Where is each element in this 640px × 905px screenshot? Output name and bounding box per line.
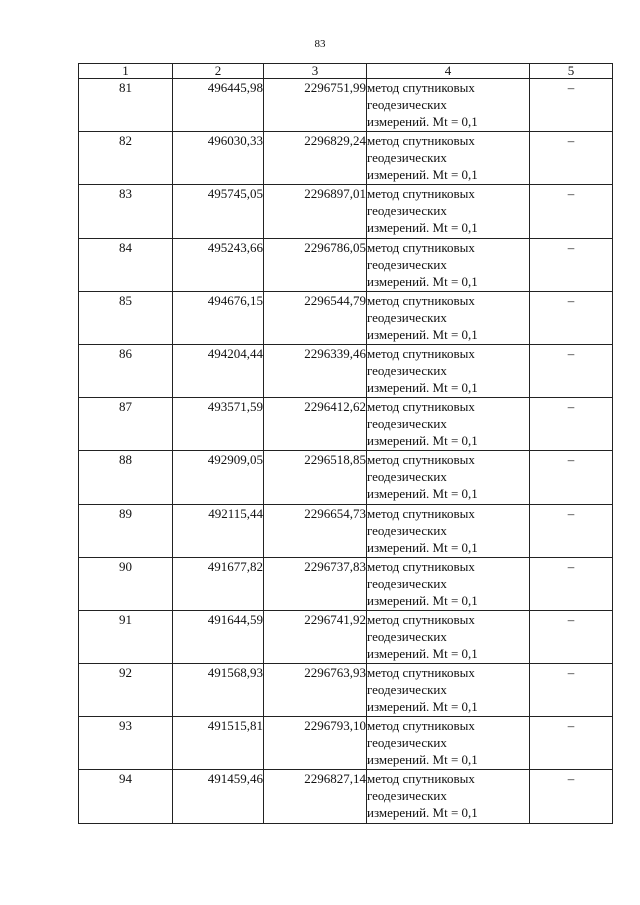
y-coordinate-cell: 2296654,73 bbox=[264, 504, 367, 557]
method-line: метод спутниковых bbox=[367, 665, 475, 681]
x-coordinate-cell: 494676,15 bbox=[173, 291, 264, 344]
method-cell bbox=[367, 557, 530, 610]
method-line: метод спутниковых bbox=[367, 345, 475, 361]
col5-cell: – bbox=[530, 451, 613, 504]
method-line: метод спутниковых bbox=[367, 186, 475, 202]
method-line: измерений. Mt = 0,1 bbox=[367, 326, 478, 342]
header-col-5: 5 bbox=[530, 64, 613, 79]
method-line: геодезических bbox=[367, 682, 447, 698]
method-line: измерений. Mt = 0,1 bbox=[367, 114, 478, 129]
method-line: измерений. Mt = 0,1 bbox=[367, 592, 478, 608]
header-row bbox=[79, 64, 613, 79]
col5-cell: – bbox=[530, 344, 613, 397]
point-number-cell: 88 bbox=[79, 451, 173, 504]
method-line: геодезических bbox=[367, 788, 447, 804]
table-row bbox=[79, 717, 613, 770]
method-line: геодезических bbox=[367, 522, 447, 538]
point-number-cell: 83 bbox=[79, 185, 173, 238]
y-coordinate-cell: 2296786,05 bbox=[264, 238, 367, 291]
point-number-cell: 89 bbox=[79, 504, 173, 557]
point-number-cell: 90 bbox=[79, 557, 173, 610]
table-row bbox=[79, 238, 613, 291]
col5-cell: – bbox=[530, 717, 613, 770]
method-line: измерений. Mt = 0,1 bbox=[367, 645, 478, 661]
table-row bbox=[79, 610, 613, 663]
table-row bbox=[79, 398, 613, 451]
x-coordinate-cell: 493571,59 bbox=[173, 398, 264, 451]
method-cell bbox=[367, 398, 530, 451]
x-coordinate-cell: 496030,33 bbox=[173, 132, 264, 185]
method-line: метод спутниковых bbox=[367, 239, 475, 255]
method-line: измерений. Mt = 0,1 bbox=[367, 752, 478, 768]
method-cell bbox=[367, 79, 530, 132]
y-coordinate-cell: 2296897,01 bbox=[264, 185, 367, 238]
col5-cell: – bbox=[530, 610, 613, 663]
col5-cell: – bbox=[530, 557, 613, 610]
x-coordinate-cell: 494204,44 bbox=[173, 344, 264, 397]
method-line: геодезических bbox=[367, 203, 447, 219]
method-line: измерений. Mt = 0,1 bbox=[367, 486, 478, 502]
method-line: метод спутниковых bbox=[367, 771, 475, 787]
method-line: измерений. Mt = 0,1 bbox=[367, 539, 478, 555]
point-number-cell: 92 bbox=[79, 664, 173, 717]
method-line: измерений. Mt = 0,1 bbox=[367, 220, 478, 236]
col5-cell: – bbox=[530, 238, 613, 291]
method-cell bbox=[367, 504, 530, 557]
point-number-cell: 82 bbox=[79, 132, 173, 185]
y-coordinate-cell: 2296741,92 bbox=[264, 610, 367, 663]
method-line: метод спутниковых bbox=[367, 399, 475, 415]
y-coordinate-cell: 2296827,14 bbox=[264, 770, 367, 823]
method-line: измерений. Mt = 0,1 bbox=[367, 273, 478, 289]
method-line: метод спутниковых bbox=[367, 292, 475, 308]
point-number-cell: 91 bbox=[79, 610, 173, 663]
method-line: метод спутниковых bbox=[367, 80, 475, 95]
method-cell bbox=[367, 717, 530, 770]
x-coordinate-cell: 491568,93 bbox=[173, 664, 264, 717]
point-number-cell: 85 bbox=[79, 291, 173, 344]
method-line: геодезических bbox=[367, 150, 447, 166]
method-cell bbox=[367, 291, 530, 344]
method-line: измерений. Mt = 0,1 bbox=[367, 699, 478, 715]
method-cell bbox=[367, 344, 530, 397]
method-cell bbox=[367, 451, 530, 504]
method-line: метод спутниковых bbox=[367, 718, 475, 734]
method-line: метод спутниковых bbox=[367, 505, 475, 521]
method-line: измерений. Mt = 0,1 bbox=[367, 433, 478, 449]
y-coordinate-cell: 2296544,79 bbox=[264, 291, 367, 344]
table-row bbox=[79, 664, 613, 717]
table-row bbox=[79, 291, 613, 344]
y-coordinate-cell: 2296829,24 bbox=[264, 132, 367, 185]
table-row bbox=[79, 557, 613, 610]
method-line: геодезических bbox=[367, 416, 447, 432]
table-row bbox=[79, 344, 613, 397]
x-coordinate-cell: 492115,44 bbox=[173, 504, 264, 557]
method-cell bbox=[367, 770, 530, 823]
method-cell bbox=[367, 238, 530, 291]
method-line: геодезических bbox=[367, 575, 447, 591]
col5-cell: – bbox=[530, 185, 613, 238]
table-row bbox=[79, 185, 613, 238]
table-row bbox=[79, 79, 613, 132]
point-number-cell: 81 bbox=[79, 79, 173, 132]
x-coordinate-cell: 491644,59 bbox=[173, 610, 264, 663]
y-coordinate-cell: 2296751,99 bbox=[264, 79, 367, 132]
table-row bbox=[79, 132, 613, 185]
x-coordinate-cell: 495243,66 bbox=[173, 238, 264, 291]
method-cell bbox=[367, 664, 530, 717]
method-line: метод спутниковых bbox=[367, 452, 475, 468]
x-coordinate-cell: 491677,82 bbox=[173, 557, 264, 610]
y-coordinate-cell: 2296793,10 bbox=[264, 717, 367, 770]
method-cell bbox=[367, 185, 530, 238]
col5-cell: – bbox=[530, 132, 613, 185]
table-row bbox=[79, 504, 613, 557]
page-number: 83 bbox=[314, 38, 326, 50]
method-line: измерений. Mt = 0,1 bbox=[367, 167, 478, 183]
col5-cell: – bbox=[530, 504, 613, 557]
method-line: геодезических bbox=[367, 256, 447, 272]
y-coordinate-cell: 2296763,93 bbox=[264, 664, 367, 717]
col5-cell: – bbox=[530, 398, 613, 451]
x-coordinate-cell: 491515,81 bbox=[173, 717, 264, 770]
header-col-2: 2 bbox=[173, 64, 264, 79]
point-number-cell: 86 bbox=[79, 344, 173, 397]
method-line: геодезических bbox=[367, 735, 447, 751]
y-coordinate-cell: 2296412,62 bbox=[264, 398, 367, 451]
col5-cell: – bbox=[530, 79, 613, 132]
coordinates-table bbox=[78, 63, 613, 824]
table-body bbox=[79, 79, 613, 824]
point-number-cell: 94 bbox=[79, 770, 173, 823]
method-cell bbox=[367, 132, 530, 185]
point-number-cell: 93 bbox=[79, 717, 173, 770]
method-line: метод спутниковых bbox=[367, 611, 475, 627]
x-coordinate-cell: 491459,46 bbox=[173, 770, 264, 823]
method-line: геодезических bbox=[367, 309, 447, 325]
col5-cell: – bbox=[530, 664, 613, 717]
y-coordinate-cell: 2296339,46 bbox=[264, 344, 367, 397]
point-number-cell: 87 bbox=[79, 398, 173, 451]
col5-cell: – bbox=[530, 770, 613, 823]
method-line: геодезических bbox=[367, 362, 447, 378]
header-col-3: 3 bbox=[264, 64, 367, 79]
method-line: метод спутниковых bbox=[367, 558, 475, 574]
header-col-1: 1 bbox=[79, 64, 173, 79]
table-row bbox=[79, 770, 613, 823]
y-coordinate-cell: 2296518,85 bbox=[264, 451, 367, 504]
col5-cell: – bbox=[530, 291, 613, 344]
x-coordinate-cell: 492909,05 bbox=[173, 451, 264, 504]
method-line: измерений. Mt = 0,1 bbox=[367, 379, 478, 395]
method-cell bbox=[367, 610, 530, 663]
x-coordinate-cell: 496445,98 bbox=[173, 79, 264, 132]
method-line: метод спутниковых bbox=[367, 133, 475, 149]
method-line: геодезических bbox=[367, 628, 447, 644]
point-number-cell: 84 bbox=[79, 238, 173, 291]
header-col-4: 4 bbox=[367, 64, 530, 79]
method-line: измерений. Mt = 0,1 bbox=[367, 805, 478, 821]
x-coordinate-cell: 495745,05 bbox=[173, 185, 264, 238]
y-coordinate-cell: 2296737,83 bbox=[264, 557, 367, 610]
table-header bbox=[79, 64, 613, 79]
table-row bbox=[79, 451, 613, 504]
method-line: геодезических bbox=[367, 97, 447, 112]
method-line: геодезических bbox=[367, 469, 447, 485]
